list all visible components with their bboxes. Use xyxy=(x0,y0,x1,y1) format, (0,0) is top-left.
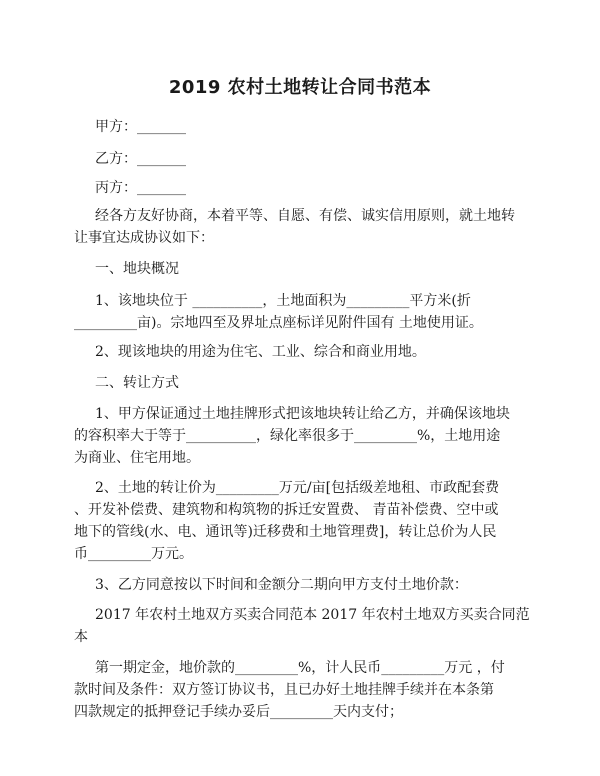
party-a-line: 甲方：_______ xyxy=(95,119,186,135)
intro-line-1: 经各方友好协商，本着平等、自愿、有偿、诚实信用原则，就土地转 xyxy=(95,208,515,224)
clause-1-1-line-1: 1、该地块位于 __________，土地面积为_________平方米(折 xyxy=(95,293,471,309)
clause-1-2: 2、现该地块的用途为住宅、工业、综合和商业用地。 xyxy=(95,344,426,360)
section-1-heading: 一、地块概况 xyxy=(95,261,179,277)
first-payment-line-3: 四款规定的抵押登记手续办妥后_________天内支付； xyxy=(74,704,403,720)
clause-2-2-line-4: 币_________万元。 xyxy=(74,546,193,562)
clause-1-1-line-2: _________亩)。宗地四至及界址点座标详见附件国有 土地使用证。 xyxy=(74,315,483,331)
intro-line-2: 让事宜达成协议如下： xyxy=(74,230,214,246)
clause-2-2-line-2: 、开发补偿费、建筑物和构筑物的拆迁安置费、 青苗补偿费、空中或 xyxy=(74,502,499,518)
document-title: 2019 农村土地转让合同书范本 xyxy=(168,77,432,98)
first-payment-line-2: 款时间及条件：双方签订协议书，且已办好土地挂牌手续并在本条第 xyxy=(74,682,494,698)
clause-2-1-line-1: 1、甲方保证通过土地挂牌形式把该地块转让给乙方，并确保该地块 xyxy=(95,406,510,422)
first-payment-line-1: 第一期定金，地价款的_________%，计人民币_________万元 ，付 xyxy=(95,660,505,676)
clause-2-1-line-3: 为商业、住宅用地。 xyxy=(74,450,200,466)
repeat-line-1: 2017 年农村土地双方买卖合同范本 2017 年农村土地双方买卖合同范 xyxy=(95,607,530,623)
clause-2-2-line-3: 地下的管线(水、电、通讯等)迁移费和土地管理费]，转让总价为人民 xyxy=(74,524,497,540)
section-2-heading: 二、转让方式 xyxy=(95,375,179,391)
party-b-line: 乙方：_______ xyxy=(95,151,186,167)
party-c-line: 丙方：_______ xyxy=(95,180,186,196)
clause-2-3: 3、乙方同意按以下时间和金额分二期向甲方支付土地价款： xyxy=(95,577,468,593)
clause-2-1-line-2: 的容积率大于等于__________，绿化率很多于_________%，土地用途 xyxy=(74,428,501,444)
repeat-line-2: 本 xyxy=(74,629,88,645)
clause-2-2-line-1: 2、土地的转让价为_________万元/亩[包括级差地租、市政配套费 xyxy=(95,480,500,496)
